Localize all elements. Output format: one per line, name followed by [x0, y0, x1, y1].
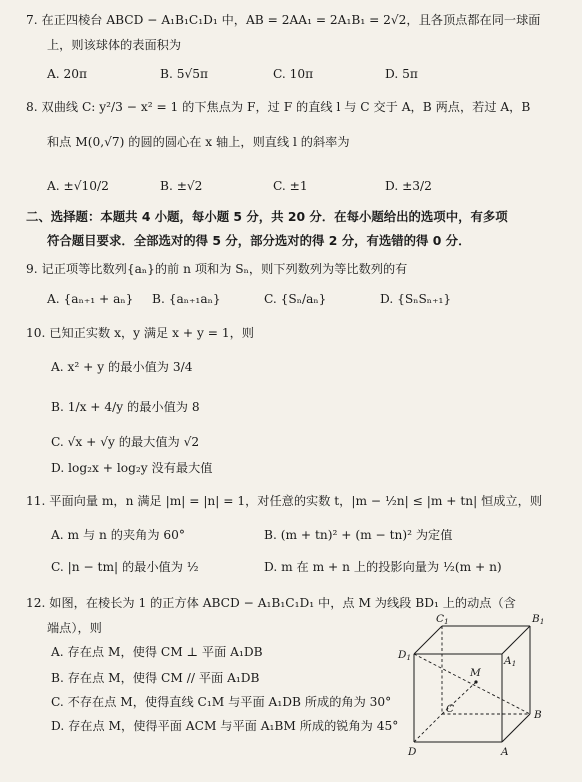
q12-option-d: D. 存在点 M，使得平面 ACM 与平面 A₁BM 所成的锐角为 45° — [51, 719, 399, 733]
q7-option-b: B. 5√5π — [160, 67, 208, 81]
q8-option-b: B. ±√2 — [160, 179, 203, 193]
q8-option-a: A. ±√10/2 — [47, 179, 109, 193]
q11-option-b: B. (m + tn)² + (m − tn)² 为定值 — [264, 528, 453, 542]
q8-stem-line2: 和点 M(0,√7) 的圆的圆心在 x 轴上，则直线 l 的斜率为 — [47, 135, 350, 149]
hidden-edge-d-c — [414, 714, 442, 742]
q11-stem: 11. 平面向量 m，n 满足 |m| = |n| = 1，对任意的实数 t，|m − ½n| ≤ |m + tn| 恒成立，则 — [26, 494, 543, 508]
q8-option-c: C. ±1 — [273, 179, 308, 193]
q7-option-a: A. 20π — [47, 67, 88, 81]
q10-option-c: C. √x + √y 的最大值为 √2 — [51, 435, 200, 449]
section2-header-line1: 二、选择题：本题共 4 小题，每小题 5 分，共 20 分．在每小题给出的选项中，有多项 — [26, 209, 508, 224]
q12-stem-line1: 12. 如图，在棱长为 1 的正方体 ABCD − A₁B₁C₁D₁ 中，点 M 为线段 BD₁ 上的动点（含 — [26, 596, 516, 610]
point-m — [474, 680, 477, 683]
q8-stem-line1: 8. 双曲线 C: y²/3 − x² = 1 的下焦点为 F，过 F 的直线 l 与 C 交于 A，B 两点，若过 A，B — [26, 100, 531, 114]
label-a1: A1 — [504, 655, 517, 668]
q8-option-d: D. ±3/2 — [385, 179, 432, 193]
q12-option-c: C. 不存在点 M，使得直线 C₁M 与平面 A₁DB 所成的角为 30° — [51, 695, 392, 709]
label-d: D — [408, 746, 417, 758]
label-b: B — [534, 709, 542, 721]
q10-option-d: D. log₂x + log₂y 没有最大值 — [51, 461, 213, 475]
q9-option-b: B. {aₙ₊₁aₙ} — [152, 292, 221, 306]
q7-stem-line2: 上，则该球体的表面积为 — [47, 38, 182, 52]
q11-option-a: A. m 与 n 的夹角为 60° — [51, 528, 185, 542]
q7-option-d: D. 5π — [385, 67, 418, 81]
label-d1: D1 — [398, 649, 412, 662]
section2-header-line2: 符合题目要求．全部选对的得 5 分，部分选对的得 2 分，有选错的得 0 分． — [47, 233, 471, 248]
q9-option-c: C. {Sₙ/aₙ} — [264, 292, 327, 306]
label-a: A — [501, 746, 509, 758]
q10-option-a: A. x² + y 的最小值为 3/4 — [51, 360, 193, 374]
edge-a1-b1 — [502, 626, 530, 654]
q11-option-d: D. m 在 m + n 上的投影向量为 ½(m + n) — [264, 560, 502, 574]
q10-option-b: B. 1/x + 4/y 的最小值为 8 — [51, 400, 200, 414]
q12-stem-line2: 端点），则 — [47, 621, 102, 635]
q7-stem-line1: 7. 在正四棱台 ABCD − A₁B₁C₁D₁ 中，AB = 2AA₁ = 2A₁B₁ = 2√2，且各顶点都在同一球面 — [26, 13, 541, 27]
q10-stem: 10. 已知正实数 x，y 满足 x + y = 1，则 — [26, 326, 254, 340]
label-b1: B1 — [532, 613, 545, 626]
q12-option-a: A. 存在点 M，使得 CM ⊥ 平面 A₁DB — [51, 645, 263, 659]
q9-option-d: D. {SₙSₙ₊₁} — [380, 292, 452, 306]
q9-option-a: A. {aₙ₊₁ + aₙ} — [47, 292, 134, 306]
q9-stem: 9. 记正项等比数列{aₙ}的前 n 项和为 Sₙ，则下列数列为等比数列的有 — [26, 262, 408, 276]
q7-option-c: C. 10π — [273, 67, 314, 81]
label-m: M — [470, 667, 481, 679]
edge-a-b — [502, 714, 530, 742]
label-c: C — [446, 703, 455, 715]
label-c1: C1 — [436, 613, 449, 626]
edge-d1-c1 — [414, 626, 442, 654]
q11-option-c: C. |n − tm| 的最小值为 ½ — [51, 560, 199, 574]
q12-option-b: B. 存在点 M，使得 CM // 平面 A₁DB — [51, 671, 260, 685]
cube-figure — [384, 612, 556, 772]
